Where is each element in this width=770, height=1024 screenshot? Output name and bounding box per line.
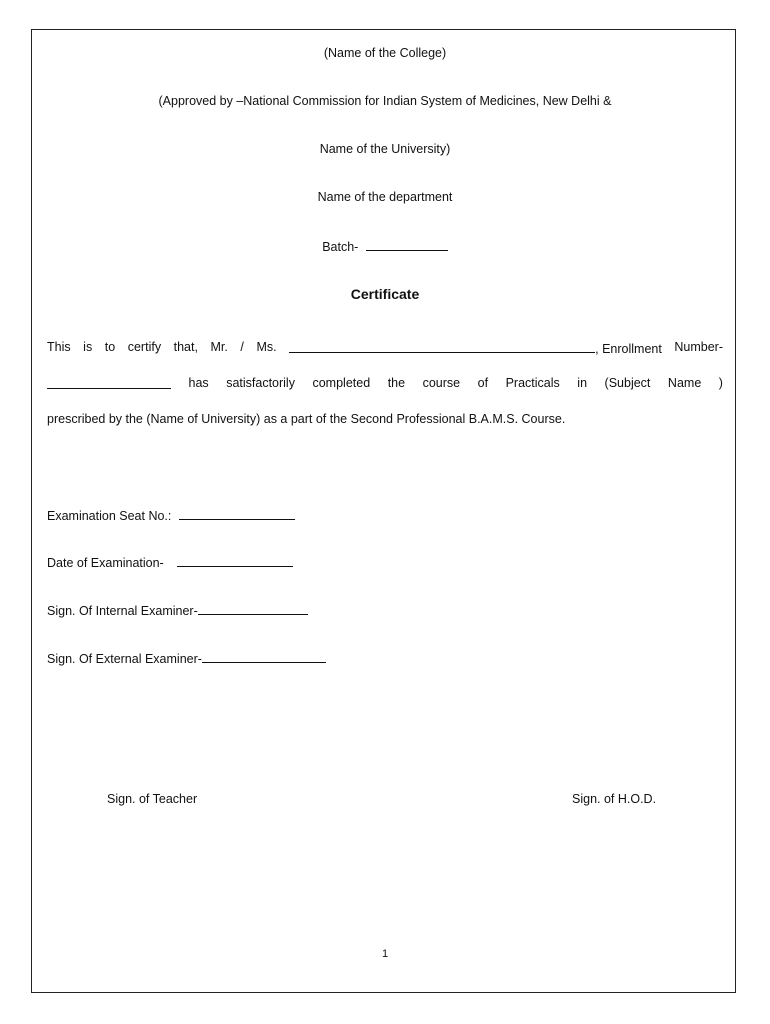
word: of	[477, 376, 489, 390]
internal-examiner-blank	[198, 602, 308, 615]
teacher-signature: Sign. of Teacher	[107, 792, 198, 806]
word: Practicals	[505, 376, 560, 390]
department-name: Name of the department	[317, 190, 453, 204]
word: has	[188, 376, 209, 390]
batch-blank	[366, 238, 448, 251]
internal-examiner-field	[47, 602, 308, 618]
enrollment-blank	[47, 376, 171, 389]
word: course	[422, 376, 461, 390]
university-name: Name of the University)	[319, 142, 451, 156]
batch-line	[0, 238, 770, 254]
exam-date-label: Date of Examination-	[47, 556, 164, 570]
word: completed	[312, 376, 371, 390]
word: Name	[667, 376, 702, 390]
name-blank	[289, 340, 595, 353]
college-name: (Name of the College)	[323, 46, 447, 60]
seat-no-label: Examination Seat No.:	[47, 509, 172, 523]
word: in	[577, 376, 588, 390]
word: )	[718, 376, 723, 390]
external-examiner-blank	[202, 650, 326, 663]
page-number: 1	[381, 948, 389, 960]
exam-date-blank	[177, 554, 293, 567]
word: is	[83, 340, 93, 354]
word: This	[47, 340, 71, 354]
external-examiner-label: Sign. Of External Examiner-	[47, 652, 202, 666]
word: Ms.	[256, 340, 277, 354]
certificate-title: Certificate	[350, 286, 420, 302]
body-line-1	[47, 340, 723, 356]
seat-no-blank	[179, 507, 295, 520]
exam-date-field	[47, 554, 293, 570]
enrollment-label: , Enrollment	[595, 342, 662, 356]
body-line-2	[47, 376, 723, 390]
word: to	[104, 340, 116, 354]
body-line-3: prescribed by the (Name of University) as a part of the Second Professional B.A.M.S. Course.	[47, 412, 566, 426]
word: Mr.	[210, 340, 228, 354]
word: Number-	[674, 340, 723, 354]
word: that,	[173, 340, 198, 354]
seat-no-field	[47, 507, 295, 523]
approval-line: (Approved by –National Commission for Indian System of Medicines, New Delhi &	[158, 94, 612, 108]
internal-examiner-label: Sign. Of Internal Examiner-	[47, 604, 198, 618]
word: the	[387, 376, 406, 390]
batch-label: Batch-	[322, 240, 359, 254]
word: /	[240, 340, 244, 354]
external-examiner-field	[47, 650, 326, 666]
hod-signature: Sign. of H.O.D.	[572, 792, 657, 806]
word: satisfactorily	[226, 376, 295, 390]
word: certify	[127, 340, 162, 354]
name-blank-group	[289, 340, 662, 356]
word: (Subject	[604, 376, 651, 390]
